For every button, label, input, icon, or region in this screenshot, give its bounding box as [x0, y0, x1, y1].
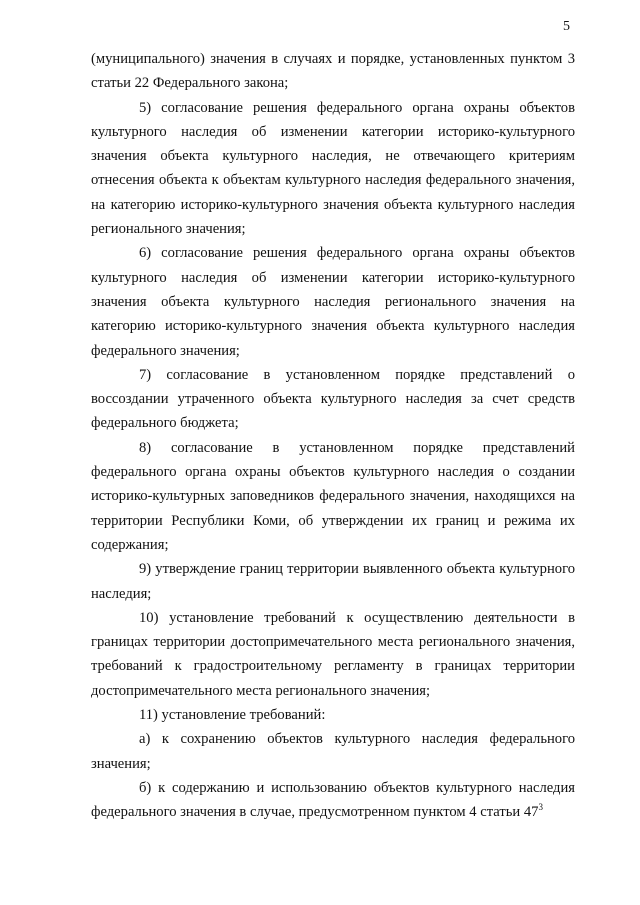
article-superscript: 3	[538, 802, 543, 813]
paragraph-subitem-a: а) к сохранению объектов культурного наследия федерального значения;	[91, 731, 575, 772]
paragraph-item-9: 9) утверждение границ территории выявленного объекта культурного наследия;	[91, 561, 575, 602]
paragraph-item-8: 8) согласование в установленном порядке представлений федерального органа охраны объектов культурного наследия о создании историко-культурных заповедников федерального значения, находящихся на территории Республики Коми, об утверждении их границ и режима их содержания;	[91, 439, 575, 553]
paragraph-item-10: 10) установление требований к осуществлению деятельности в границах территории достопримечательного места регионального значения, требований к градостроительному регламенту в границах территории достопримечательного места регионального значения;	[91, 609, 575, 699]
paragraph-subitem-b	[91, 776, 575, 825]
paragraph-item-5: 5) согласование решения федерального органа охраны объектов культурного наследия об изменении категории историко-культурного значения объекта культурного наследия, не отвечающего критериям отнесения объекта к объектам культурного наследия федерального значения, на категорию историко-культурного значения объекта культурного наследия регионального значения;	[91, 99, 575, 238]
paragraph-item-11: 11) установление требований:	[139, 707, 326, 724]
paragraph-item-6: 6) согласование решения федерального органа охраны объектов культурного наследия об изменении категории историко-культурного значения объекта культурного наследия регионального значения на категорию историко-культурного значения объекта культурного наследия федерального значения;	[91, 245, 575, 359]
page-number: 5	[563, 19, 570, 34]
document-body	[91, 47, 575, 825]
paragraph-subitem-b-text: б) к содержанию и использованию объектов культурного наследия федерального значения в случае, предусмотренном пунктом 4 статьи 47	[91, 779, 575, 821]
paragraph-continuation: (муниципального) значения в случаях и порядке, установленных пунктом 3 статьи 22 Федерального закона;	[91, 51, 575, 92]
paragraph-item-7: 7) согласование в установленном порядке представлений о воссоздании утраченного объекта культурного наследия за счет средств федерального бюджета;	[91, 366, 575, 432]
